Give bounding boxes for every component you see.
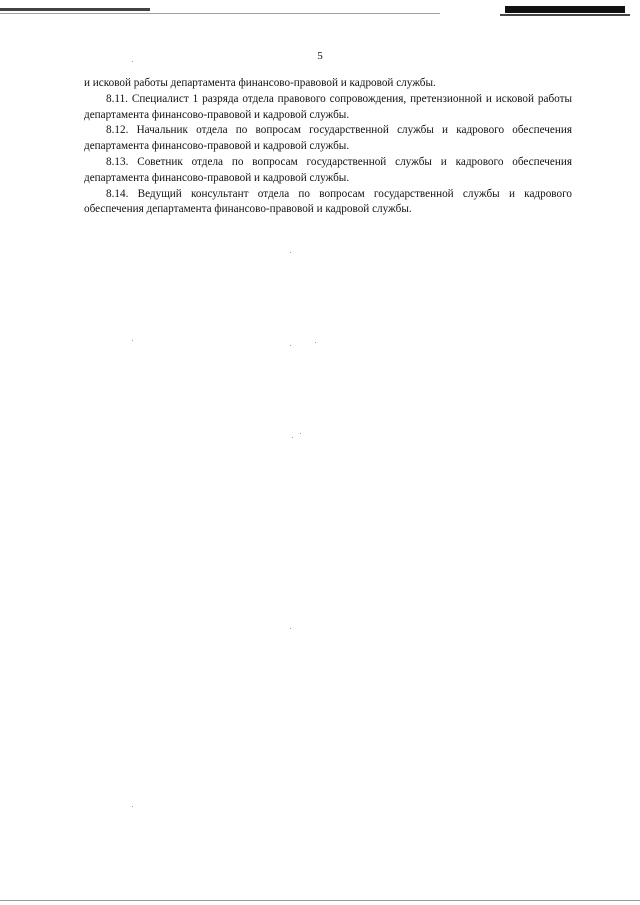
scan-artifact xyxy=(505,6,625,13)
scan-artifact xyxy=(0,13,440,14)
paragraph: 8.12. Начальник отдела по вопросам государственной службы и кадрового обеспечения департамента финансово-правовой и кадровой службы. xyxy=(84,124,572,153)
document-body xyxy=(84,76,572,218)
paragraph: 8.14. Ведущий консультант отдела по вопросам государственной службы и кадрового обеспечения департамента финансово-правовой и кадровой службы. xyxy=(84,187,572,216)
scan-artifact xyxy=(500,14,630,16)
paragraph: 8.13. Советник отдела по вопросам государственной службы и кадрового обеспечения департамента финансово-правовой и кадровой службы. xyxy=(84,155,572,184)
scan-artifact xyxy=(0,900,640,901)
scan-speck xyxy=(300,433,301,434)
scan-speck xyxy=(290,345,291,346)
scan-speck xyxy=(132,340,133,341)
scan-speck xyxy=(132,61,133,62)
paragraph: 8.11. Специалист 1 разряда отдела правового сопровождения, претензионной и исковой работы департамента финансово-правовой и кадровой службы. xyxy=(84,92,572,121)
scan-speck xyxy=(290,252,291,253)
scan-artifact xyxy=(0,8,150,11)
paragraph: и исковой работы департамента финансово-правовой и кадровой службы. xyxy=(84,77,436,89)
scan-speck xyxy=(315,342,316,343)
scan-speck xyxy=(292,437,293,438)
page-number: 5 xyxy=(317,50,323,62)
scan-speck xyxy=(132,806,133,807)
scan-speck xyxy=(290,628,291,629)
